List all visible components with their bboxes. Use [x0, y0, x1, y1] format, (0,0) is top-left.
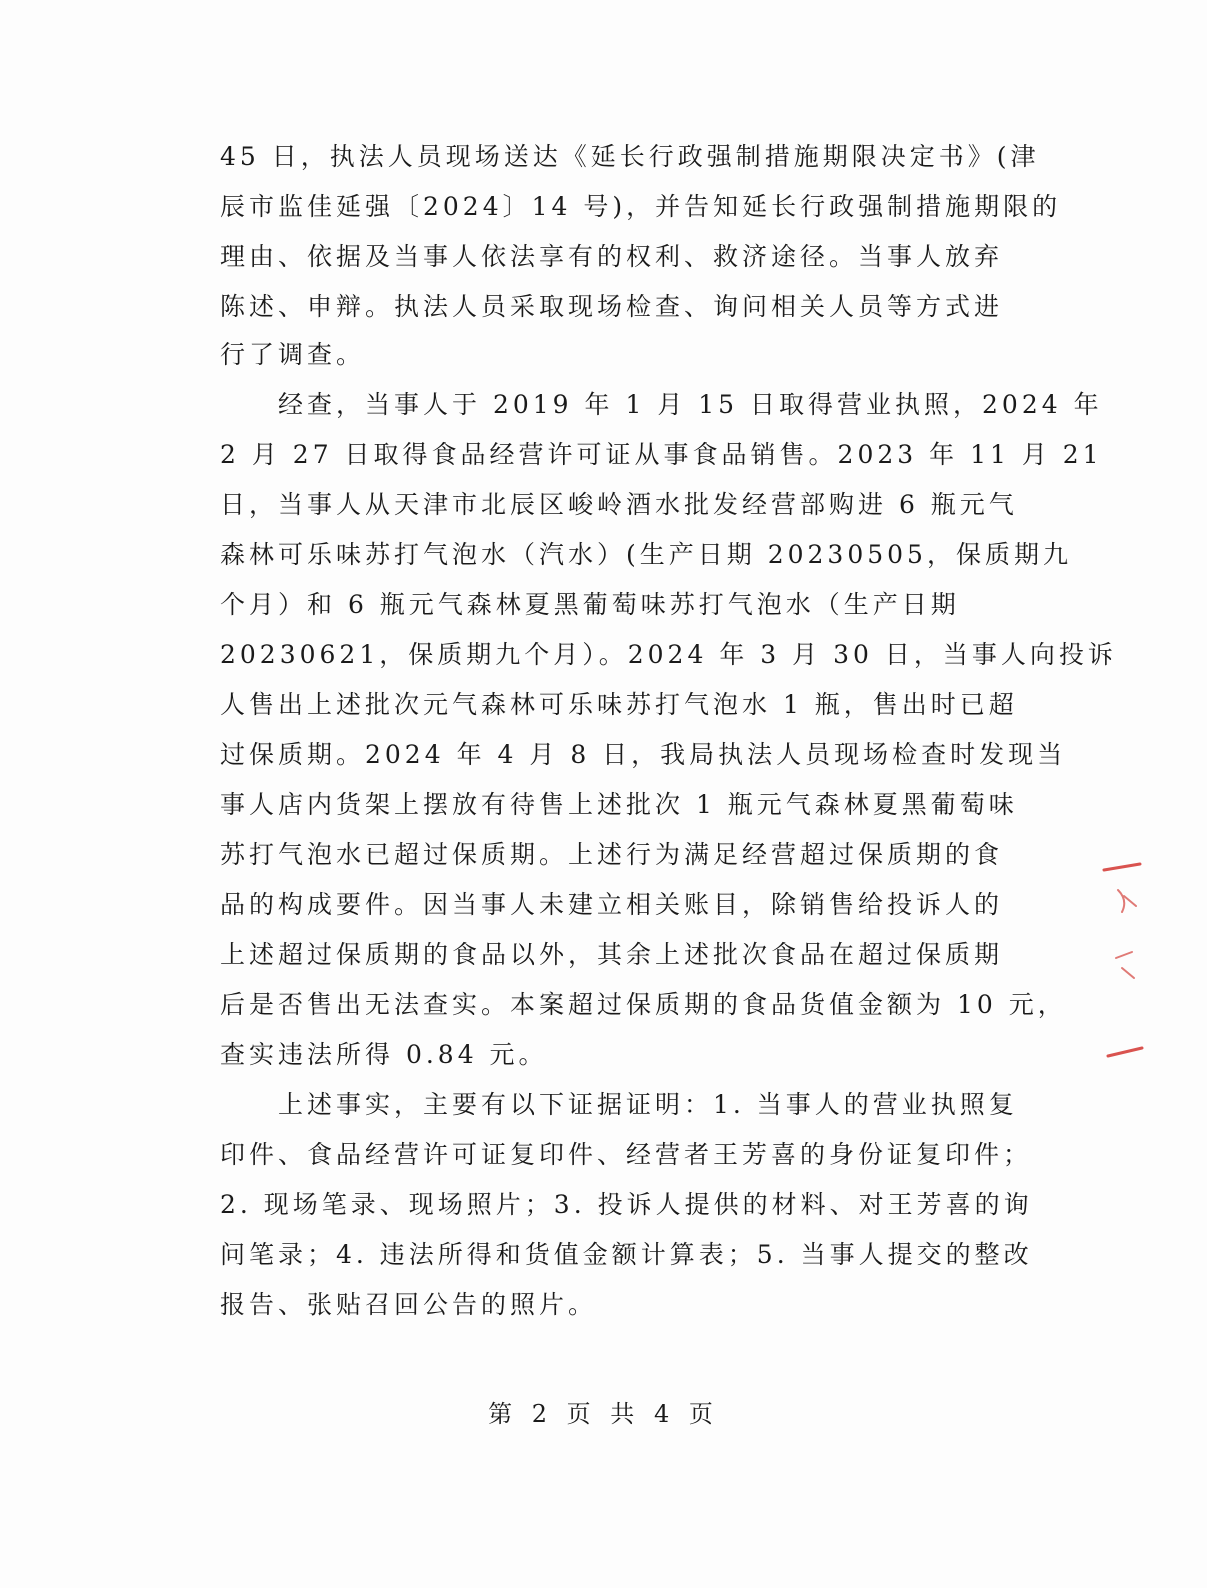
body-text-line: 45 日，执法人员现场送达《延长行政强制措施期限决定书》(津	[220, 142, 1040, 171]
body-text-line: 日，当事人从天津市北辰区峻岭酒水批发经营部购进 6 瓶元气	[220, 490, 1018, 519]
body-text-line: 行了调查。	[220, 340, 366, 369]
partial-seal-stamp	[1100, 860, 1150, 1070]
body-text-line: 品的构成要件。因当事人未建立相关账目，除销售给投诉人的	[220, 890, 1004, 919]
body-text-line: 陈述、申辩。执法人员采取现场检查、询问相关人员等方式进	[220, 292, 1004, 321]
body-text-line: 森林可乐味苏打气泡水（汽水）(生产日期 20230505，保质期九	[220, 540, 1072, 569]
paragraph-start-line: 经查，当事人于 2019 年 1 月 15 日取得营业执照，2024 年	[278, 390, 1103, 419]
body-text-line: 后是否售出无法查实。本案超过保质期的食品货值金额为 10 元，	[220, 990, 1067, 1019]
body-text-line: 过保质期。2024 年 4 月 8 日，我局执法人员现场检查时发现当	[220, 740, 1067, 769]
body-text-line: 查实违法所得 0.84 元。	[220, 1040, 548, 1069]
body-text-line: 上述超过保质期的食品以外，其余上述批次食品在超过保质期	[220, 940, 1004, 969]
body-text-line: 报告、张贴召回公告的照片。	[220, 1290, 598, 1319]
body-text-line: 理由、依据及当事人依法享有的权利、救济途径。当事人放弃	[220, 242, 1004, 271]
body-text-line: 苏打气泡水已超过保质期。上述行为满足经营超过保质期的食	[220, 840, 1004, 869]
body-text-line: 个月）和 6 瓶元气森林夏黑葡萄味苏打气泡水（生产日期	[220, 590, 960, 619]
page-number-footer: 第 2 页 共 4 页	[488, 1400, 719, 1428]
body-text-line: 辰市监佳延强〔2024〕14 号)，并告知延长行政强制措施期限的	[220, 192, 1062, 221]
body-text-line: 人售出上述批次元气森林可乐味苏打气泡水 1 瓶，售出时已超	[220, 690, 1018, 719]
body-text-line: 20230621，保质期九个月）。2024 年 3 月 30 日，当事人向投诉	[220, 640, 1117, 669]
paragraph-start-line: 上述事实，主要有以下证据证明：1. 当事人的营业执照复	[278, 1090, 1018, 1119]
body-text-line: 事人店内货架上摆放有待售上述批次 1 瓶元气森林夏黑葡萄味	[220, 790, 1018, 819]
body-text-line: 2. 现场笔录、现场照片；3. 投诉人提供的材料、对王芳喜的询	[220, 1190, 1033, 1219]
body-text-line: 2 月 27 日取得食品经营许可证从事食品销售。2023 年 11 月 21	[220, 440, 1103, 469]
body-text-line: 印件、食品经营许可证复印件、经营者王芳喜的身份证复印件；	[220, 1140, 1033, 1169]
body-text-line: 问笔录；4. 违法所得和货值金额计算表；5. 当事人提交的整改	[220, 1240, 1033, 1269]
